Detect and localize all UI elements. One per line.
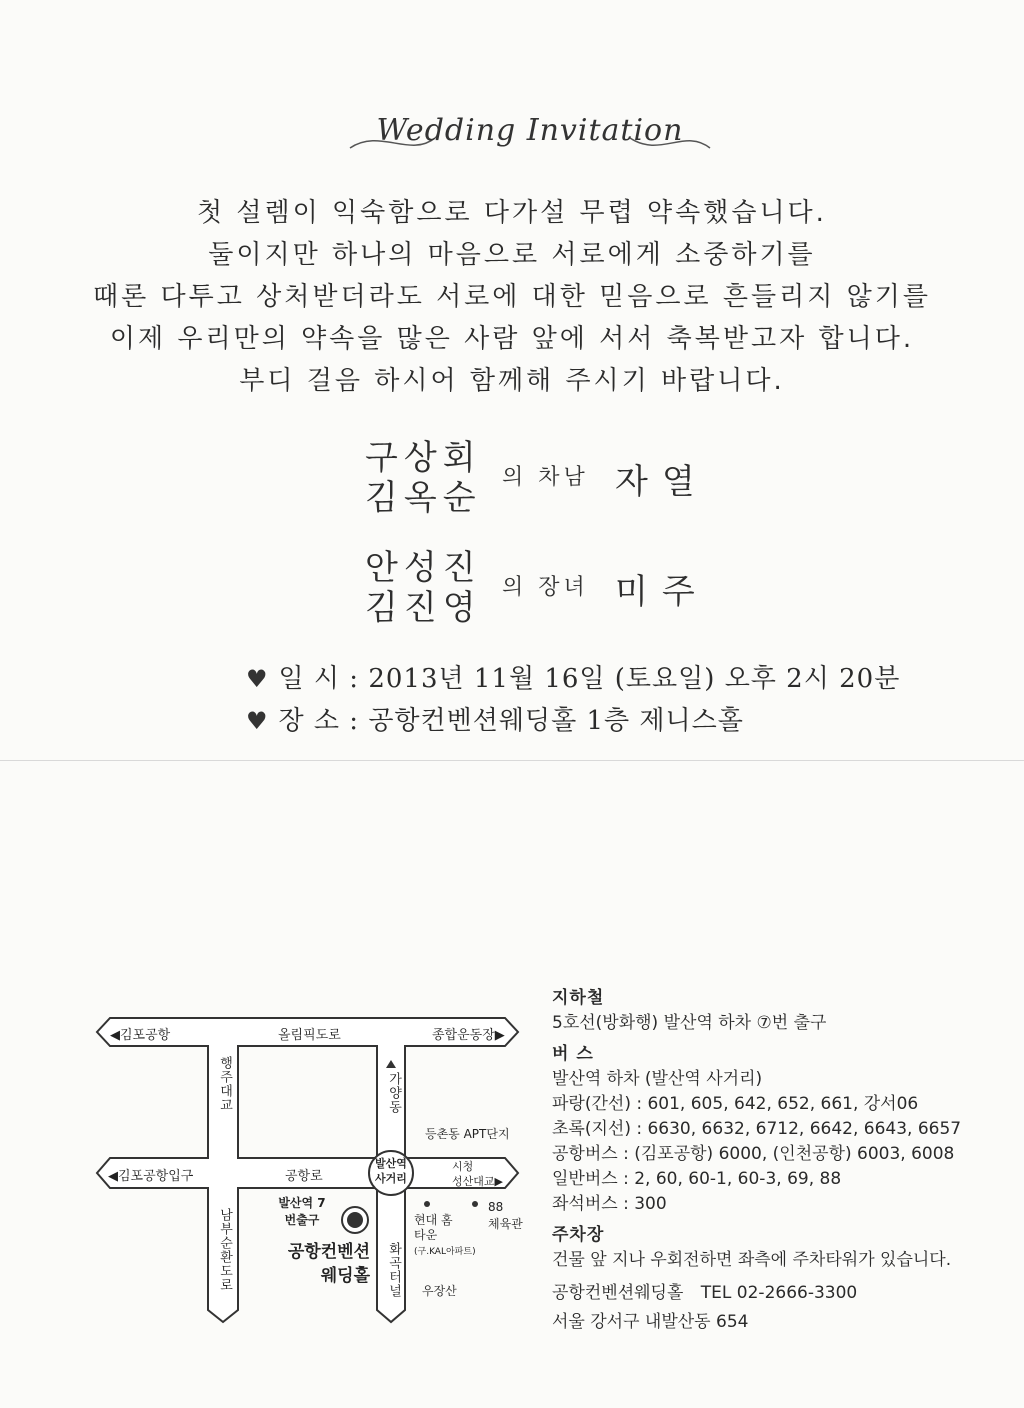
label-crossroad: 발산역 사거리 xyxy=(375,1157,407,1185)
invitation-title xyxy=(340,108,720,168)
label-sports-complex: 종합운동장▶ xyxy=(432,1028,505,1043)
label-venue: 공항컨벤션 웨딩홀 xyxy=(287,1242,370,1286)
parking-info: 건물 앞 지나 우회전하면 좌측에 주차타워가 있습니다. xyxy=(552,1250,952,1270)
bus-airport: 공항버스 : (김포공항) 6000, (인천공항) 6003, 6008 xyxy=(552,1144,955,1164)
date-value: 2013년 11월 16일 (토요일) 오후 2시 20분 xyxy=(368,664,901,694)
venue-tel: TEL 02-2666-3300 xyxy=(700,1283,858,1303)
venue-contact xyxy=(552,1281,1012,1306)
venue-marker xyxy=(347,1212,363,1228)
place-label: 장 소 : xyxy=(278,706,360,736)
label-city-hall: 시청 xyxy=(452,1160,474,1173)
place-value: 공항컨벤션웨딩홀 1층 제니스홀 xyxy=(368,706,744,736)
poem-line: 부디 걸음 하시어 함께해 주시기 바랍니다. xyxy=(239,366,785,396)
poem-line: 때론 다투고 상처받더라도 서로에 대한 믿음으로 흔들리지 않기를 xyxy=(93,282,931,312)
bride-name: 미주 xyxy=(615,572,709,612)
groom-parents xyxy=(365,438,482,518)
label-nambu-ring-road: 남부순환도로 xyxy=(217,1208,232,1292)
bus-heading: 버 스 xyxy=(552,1044,594,1064)
venue-name: 공항컨벤션웨딩홀 xyxy=(552,1283,684,1303)
bus-green: 초록(지선) : 6630, 6632, 6712, 6642, 6643, 6657 xyxy=(552,1119,962,1139)
label-gimpo-airport: ◀김포공항 xyxy=(110,1028,171,1043)
poem-line: 둘이지만 하나의 마음으로 서로에게 소중하기를 xyxy=(208,240,816,270)
intro-poem xyxy=(0,192,1024,402)
label-gayang-dong: 가양동 xyxy=(386,1072,401,1114)
bus-regular: 일반버스 : 2, 60, 60-1, 60-3, 69, 88 xyxy=(552,1169,842,1189)
label-hwagok-tunnel: 화곡터널 xyxy=(386,1242,401,1298)
label-ujangsan: 우장산 xyxy=(422,1284,457,1298)
label-kal-apartment: (구.KAL아파트) xyxy=(414,1247,476,1257)
event-place xyxy=(246,700,744,737)
label-station-exit: 발산역 7번출구 xyxy=(278,1196,326,1227)
bride-relation: 의 장녀 xyxy=(502,575,589,600)
bride-parents xyxy=(365,548,482,628)
label-haengju-bridge: 행주대교 xyxy=(217,1056,232,1112)
date-label: 일 시 : xyxy=(278,664,360,694)
parking-heading: 주차장 xyxy=(552,1225,605,1245)
groom-father: 구상회 xyxy=(365,438,482,478)
groom-relation: 의 차남 xyxy=(502,465,589,490)
label-olympic-road: 올림픽도로 xyxy=(278,1028,341,1043)
event-date xyxy=(246,658,900,695)
label-airport-road: 공항로 xyxy=(285,1169,323,1184)
heart-icon: ♥ xyxy=(246,707,269,735)
label-gimpo-entrance: ◀김포공항입구 xyxy=(108,1169,194,1184)
venue-address: 서울 강서구 내발산동 654 xyxy=(552,1312,749,1332)
bride-father: 안성진 xyxy=(365,548,482,588)
label-gymnasium: 체육관 xyxy=(488,1217,523,1231)
groom-name: 자열 xyxy=(615,462,709,502)
bus-stop: 발산역 하차 (발산역 사거리) xyxy=(552,1069,763,1089)
bus-blue: 파랑(간선) : 601, 605, 642, 652, 661, 강서06 xyxy=(552,1094,919,1114)
poem-line: 첫 설렘이 익숙함으로 다가설 무렵 약속했습니다. xyxy=(197,198,827,228)
label-apt-complex: 등촌동 APT단지 xyxy=(425,1127,510,1141)
label-hyundai-hometown: 현대 홈타운 xyxy=(414,1213,453,1242)
poem-line: 이제 우리만의 약속을 많은 사람 앞에 서서 축복받고자 합니다. xyxy=(109,324,915,354)
label-88: 88 xyxy=(488,1200,504,1214)
bus-seat: 좌석버스 : 300 xyxy=(552,1194,667,1214)
subway-info: 5호선(방화행) 발산역 하차 ⑦번 출구 xyxy=(552,1013,827,1033)
groom-mother: 김옥순 xyxy=(365,478,482,518)
bride-mother: 김진영 xyxy=(365,588,482,628)
title-text: Wedding Invitation xyxy=(376,113,684,148)
directions xyxy=(552,980,1012,1335)
subway-heading: 지하철 xyxy=(552,988,605,1008)
heart-icon: ♥ xyxy=(246,665,269,693)
label-seongsan-bridge: 성산대교▶ xyxy=(452,1175,503,1188)
fold-divider xyxy=(0,760,1024,761)
location-map xyxy=(90,1010,530,1330)
